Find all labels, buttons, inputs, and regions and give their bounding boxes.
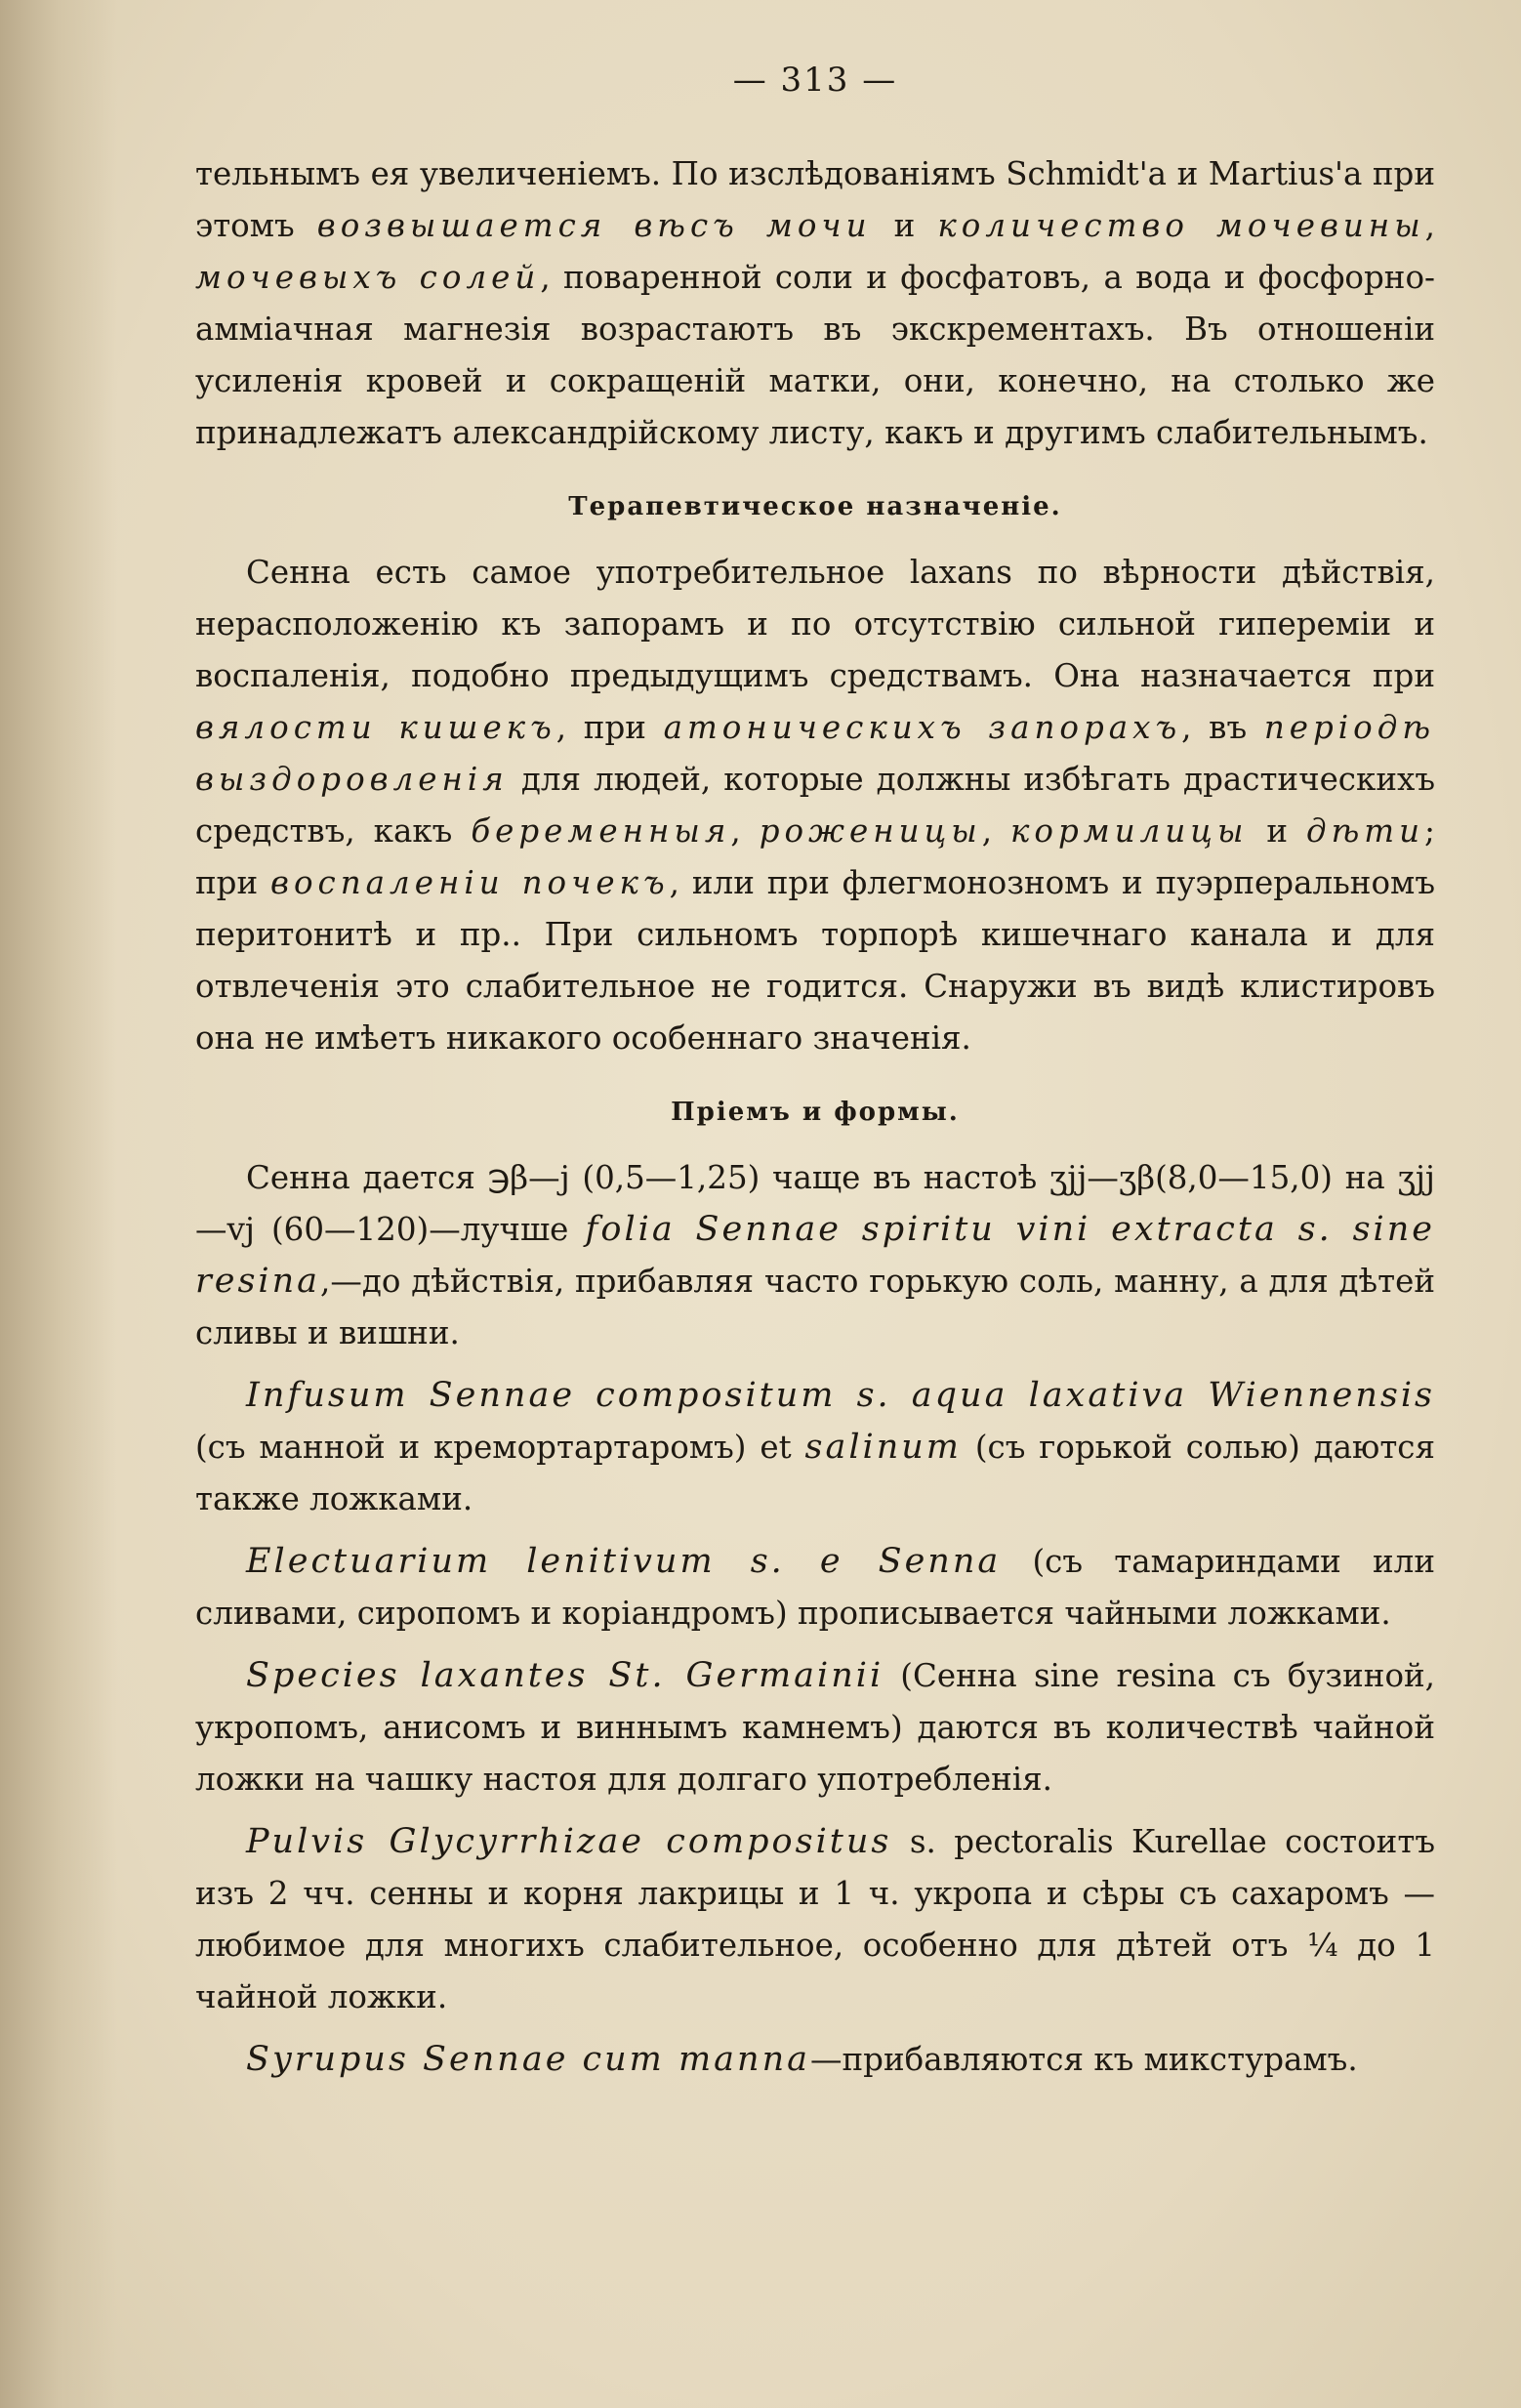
paragraph-syrupus [195,2034,1435,2086]
latin-term: folia Sennae spiritu vini extracta s. sine resina [195,1210,1435,1301]
text-run: ,—до дѣйствія, прибавляя часто горькую соль, манну, а для дѣтей сливы и вишни. [195,1263,1435,1351]
paragraph-infusum [195,1370,1435,1525]
paragraph-continuation [195,148,1435,459]
paragraph-therapeutic [195,547,1435,1064]
text-run: , [981,812,1011,850]
emphasis: дѣти [1306,812,1425,850]
emphasis: вялости кишекъ [195,709,556,746]
paragraph-electuarium [195,1536,1435,1640]
emphasis: беременныя [471,812,731,850]
text-run: Сенна дается ℈β—j (0,5—1,25) чаще въ настоѣ ʒjj—ʒβ(8,0—15,0) на ʒjj—vj (60—120)—лучше [195,1159,1435,1248]
latin-term: Species laxantes St. Germainii [246,1656,884,1695]
text-run: (съ горькой солью) даются также ложками. [195,1429,1436,1517]
text-run: (съ тамариндами или сливами, сиропомъ и коріандромъ) прописывается чайными ложками. [195,1543,1435,1632]
latin-term: Pulvis Glycyrrhizae compositus [246,1822,892,1861]
latin-term: salinum [804,1428,962,1467]
section-heading-therapeutic: Терапевтическое назначеніе. [568,492,1062,521]
text-run: тельнымъ ея увеличеніемъ. По изслѣдованіямъ Schmidt'a и Martius'a при этомъ [195,155,1435,244]
latin-term: Infusum Sennae compositum s. aqua laxativa Wiennensis [246,1376,1435,1415]
emphasis: воспаленіи почекъ [270,864,670,901]
paragraph-pulvis [195,1816,1435,2023]
text-run: (съ манной и кремортартаромъ) et [195,1429,805,1466]
text-run: и [871,207,938,244]
text-run: Сенна есть самое употребительное laxans по вѣрности дѣйствія, нерасположенію къ запорамъ и по отсутствію сильной гипереміи и воспаленія, подобно предыдущимъ средствамъ. Она назначается при [195,554,1435,694]
text-run: для людей, которые должны избѣгать драстическихъ средствъ, какъ [195,761,1435,850]
latin-term: Syrupus Sennae cum manna [246,2040,810,2079]
emphasis: кормилицы [1010,812,1249,850]
emphasis: количество мочевины [937,207,1425,244]
emphasis: роженицы [759,812,982,850]
text-run: s. pectoralis Kurellae состоитъ изъ 2 чч. сенны и корня лакрицы и 1 ч. укропа и сѣры съ сахаромъ — любимое для многихъ слабительное, особенно для дѣтей отъ ¼ до 1 чайной ложки. [195,1823,1435,2015]
text-run: —прибавляются къ микстурамъ. [810,2041,1358,2078]
emphasis: періодѣ выздоровленія [195,709,1436,798]
section-heading-dosage: Пріемъ и формы. [671,1098,960,1127]
text-run: , поваренной соли и фосфатовъ, а вода и фосфорно-амміачная магнезія возрастаютъ въ экскрементахъ. Въ отношеніи усиленія кровей и сокращеній матки, они, конечно, на столько же принадлежатъ александрійскому листу, какъ и другимъ слабительнымъ. [195,259,1436,451]
text-run: , [1424,207,1436,244]
text-run: ; при [195,812,1435,901]
text-run: , при [555,709,664,746]
paragraph-species [195,1650,1435,1806]
text-run: , въ [1181,709,1264,746]
paragraph-dosage [195,1152,1435,1359]
text-run: , [730,812,760,850]
emphasis: атоническихъ запорахъ [663,709,1182,746]
text-run: (Сенна sine resina съ бузиной, укропомъ, анисомъ и виннымъ камнемъ) даются въ количествѣ чайной ложки на чашку настоя для долгаго употребленія. [195,1657,1435,1798]
page-number: — 313 — [732,61,898,100]
binding-shadow [0,0,117,2408]
emphasis: возвышается вѣсъ мочи [316,207,872,244]
text-run: , или при флегмонозномъ и пуэрперальномъ перитонитѣ и пр.. При сильномъ торпорѣ кишечнаго канала и для отвлеченія это слабительное не годится. Снаружи въ видѣ клистировъ она не имѣетъ никакого особеннаго значенія. [195,864,1435,1057]
text-run: и [1248,812,1307,850]
emphasis: мочевыхъ солей [195,259,541,296]
latin-term: Electuarium lenitivum s. e Senna [246,1542,1002,1581]
